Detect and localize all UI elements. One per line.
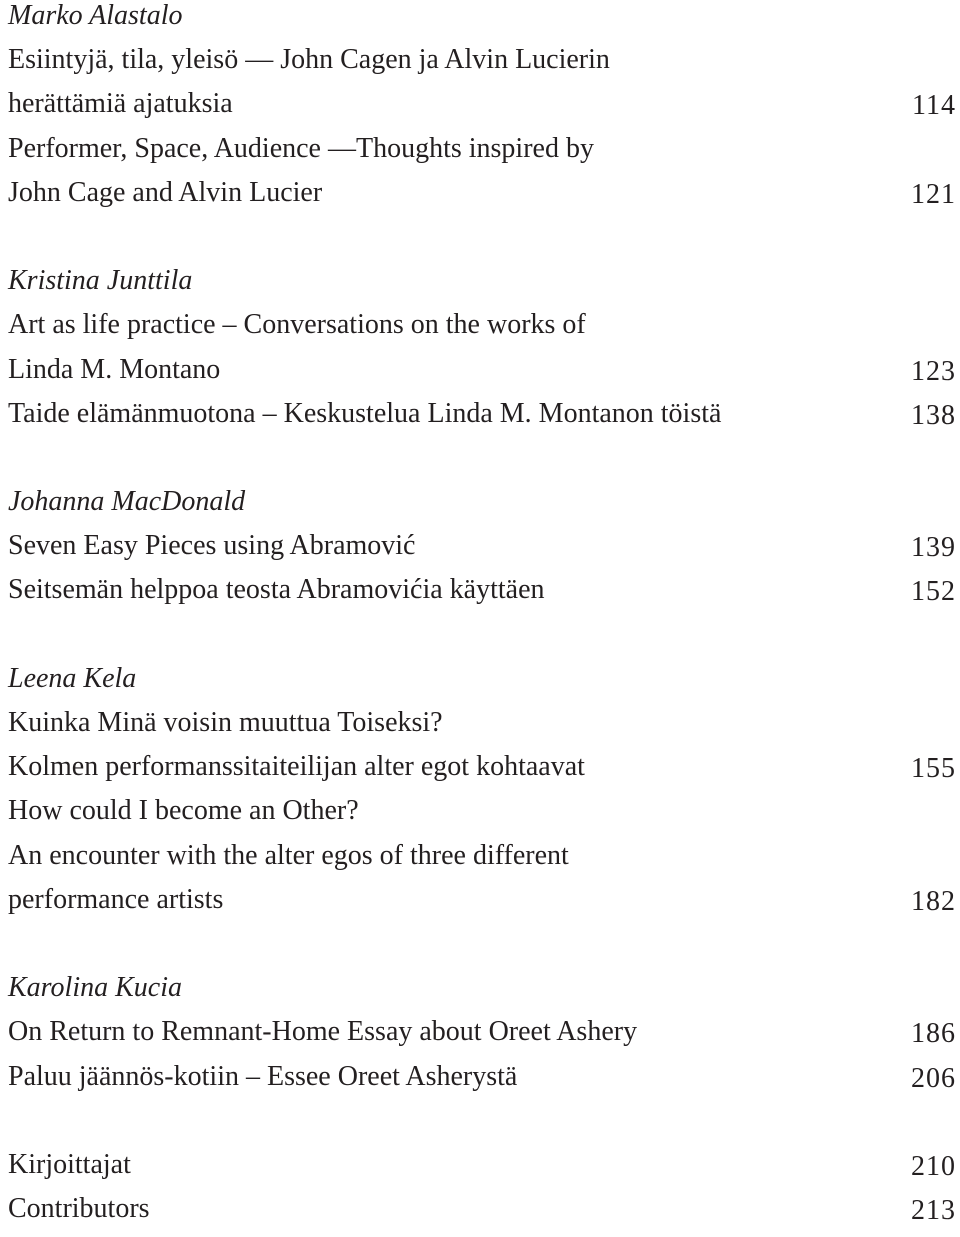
author-name: Leena Kela [8,662,137,694]
entry-title: performance artists [8,883,224,915]
toc-entry-line [8,1149,956,1193]
page-number[interactable]: 186 [911,1018,956,1050]
toc-entry-line [8,44,956,88]
entry-title: Taide elämänmuotona – Keskustelua Linda M. Montanon töistä [8,397,722,429]
entry-title: Performer, Space, Audience —Thoughts inspired by [8,132,594,164]
toc-entry-line [8,133,956,177]
entry-title: Paluu jäännös-kotiin – Essee Oreet Asherystä [8,1060,518,1092]
entry-title: John Cage and Alvin Lucier [8,176,323,208]
section-gap [8,1105,956,1149]
toc-entry-line [8,884,956,928]
section-gap [8,221,956,265]
entry-title: Kolmen performanssitaiteilijan alter egot kohtaavat [8,751,585,783]
entry-title: Kuinka Minä voisin muuttua Toiseksi? [8,707,443,738]
toc-entry-line [8,574,956,618]
toc-entry-line [8,751,956,795]
entry-title: Kirjoittajat [8,1148,131,1180]
page-number[interactable]: 123 [911,355,956,387]
entry-title: Esiintyjä, tila, yleisö — John Cagen ja Alvin Lucierin [8,44,610,76]
toc-entry-line [8,398,956,442]
entry-title: Contributors [8,1193,150,1225]
page-number[interactable]: 138 [911,399,956,431]
toc-entry-line [8,354,956,398]
page-number[interactable]: 152 [911,576,956,608]
toc-author [8,972,956,1016]
page-number[interactable]: 182 [911,885,956,917]
toc-entry-line [8,177,956,221]
entry-title: Art as life practice – Conversations on the works of [8,309,586,341]
entry-title: On Return to Remnant-Home Essay about Oreet Ashery [8,1016,638,1048]
section-gap [8,442,956,486]
author-name: Marko Alastalo [8,0,183,31]
toc-entry-line [8,1016,956,1060]
toc-entry-line [8,309,956,353]
page-number[interactable]: 213 [911,1195,956,1227]
toc-entry-line [8,88,956,132]
entry-title: Linda M. Montano [8,353,221,385]
entry-title: Seven Easy Pieces using Abramović [8,530,416,562]
section-gap [8,928,956,972]
toc-entry-line [8,1193,956,1237]
toc-author [8,663,956,707]
section-gap [8,619,956,663]
toc-author [8,486,956,530]
author-name: Karolina Kucia [8,972,182,1004]
toc-author [8,265,956,309]
entry-title: An encounter with the alter egos of three different [8,839,569,871]
author-name: Johanna MacDonald [8,486,246,518]
author-name: Kristina Junttila [8,265,193,297]
toc-entry-line [8,707,956,751]
table-of-contents [8,0,956,1237]
entry-title: How could I become an Other? [8,795,359,827]
page-number[interactable]: 121 [911,178,956,210]
toc-entry-line [8,1061,956,1105]
toc-author [8,0,956,44]
toc-entry-line [8,795,956,839]
page-number[interactable]: 155 [911,753,956,785]
toc-entry-line [8,530,956,574]
page-number[interactable]: 139 [911,532,956,564]
page-number[interactable]: 114 [912,90,956,122]
toc-entry-line [8,840,956,884]
page-number[interactable]: 206 [911,1062,956,1094]
entry-title: herättämiä ajatuksia [8,88,233,120]
page-number[interactable]: 210 [911,1150,956,1182]
entry-title: Seitsemän helppoa teosta Abramovićia käyttäen [8,574,545,606]
